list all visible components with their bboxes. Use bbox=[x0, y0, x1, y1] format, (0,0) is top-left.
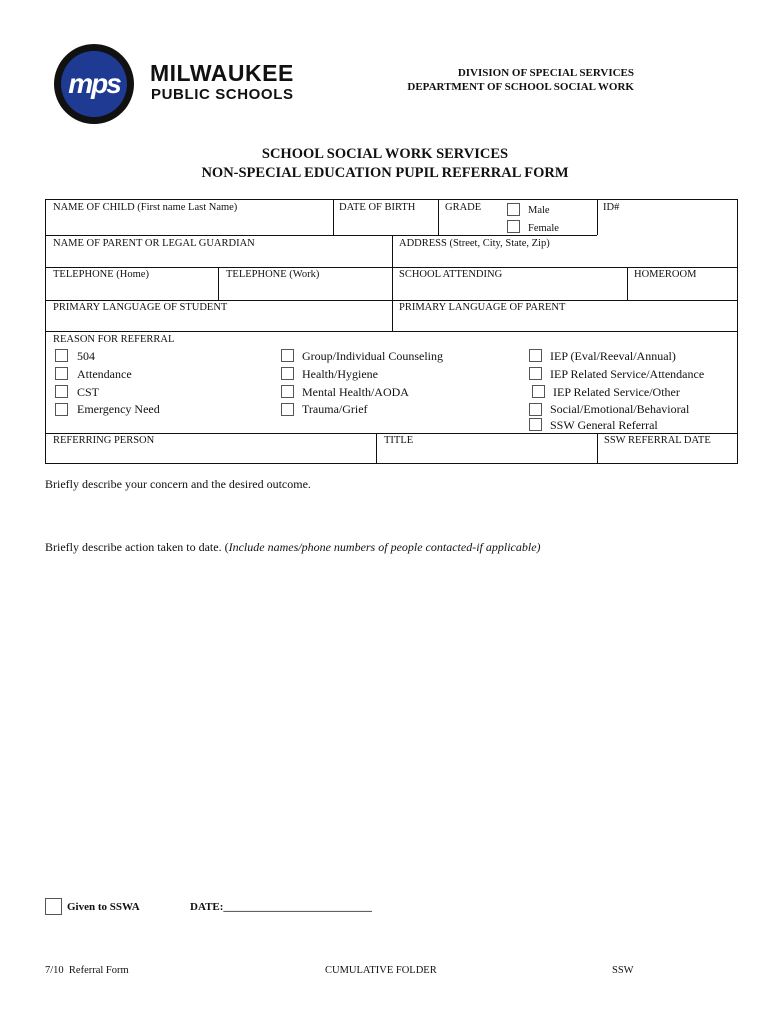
col-divider bbox=[333, 200, 334, 235]
reason-mental-health-label: Mental Health/AODA bbox=[302, 385, 409, 399]
footer-ssw: SSW bbox=[612, 965, 634, 976]
reason-social-emotional-checkbox[interactable] bbox=[529, 403, 542, 416]
logo-line1: MILWAUKEE bbox=[150, 60, 294, 86]
reason-attendance-checkbox[interactable] bbox=[55, 367, 68, 380]
col-divider bbox=[392, 300, 393, 331]
division-heading bbox=[407, 66, 634, 94]
given-to-sswa-checkbox[interactable] bbox=[45, 898, 62, 915]
language-parent-label[interactable]: PRIMARY LANGUAGE OF PARENT bbox=[399, 302, 566, 313]
id-label[interactable]: ID# bbox=[603, 202, 620, 213]
reason-trauma-grief-checkbox[interactable] bbox=[281, 403, 294, 416]
referral-form-table bbox=[45, 199, 738, 464]
col-divider bbox=[392, 235, 393, 267]
action-prompt-text: Briefly describe action taken to date. ( bbox=[45, 540, 229, 554]
reason-iep-eval-checkbox[interactable] bbox=[529, 349, 542, 362]
row-divider bbox=[46, 331, 737, 332]
action-prompt bbox=[45, 540, 541, 555]
reason-iep-eval-label: IEP (Eval/Reeval/Annual) bbox=[550, 349, 676, 363]
language-student-label[interactable]: PRIMARY LANGUAGE OF STUDENT bbox=[53, 302, 228, 313]
date-of-birth-label[interactable]: DATE OF BIRTH bbox=[339, 202, 416, 213]
reason-ssw-general-checkbox[interactable] bbox=[529, 418, 542, 431]
reason-health-hygiene-label: Health/Hygiene bbox=[302, 367, 378, 381]
reason-social-emotional-label: Social/Emotional/Behavioral bbox=[550, 402, 690, 416]
reason-emergency-need-checkbox[interactable] bbox=[55, 403, 68, 416]
given-date-field[interactable]: DATE:___________________________ bbox=[190, 901, 372, 913]
reason-iep-other-label: IEP Related Service/Other bbox=[553, 385, 680, 399]
col-divider bbox=[438, 200, 439, 235]
action-prompt-italic: Include names/phone numbers of people contacted-if applicable) bbox=[228, 540, 541, 554]
reason-emergency-need-label: Emergency Need bbox=[77, 402, 160, 416]
col-divider bbox=[627, 267, 628, 300]
reason-mental-health-checkbox[interactable] bbox=[281, 385, 294, 398]
referring-person-label[interactable]: REFERRING PERSON bbox=[53, 435, 155, 446]
form-title-line2: NON-SPECIAL EDUCATION PUPIL REFERRAL FORM bbox=[201, 165, 569, 181]
reason-counseling-checkbox[interactable] bbox=[281, 349, 294, 362]
male-label: Male bbox=[528, 205, 550, 216]
reason-504-checkbox[interactable] bbox=[55, 349, 68, 362]
telephone-work-label[interactable]: TELEPHONE (Work) bbox=[226, 269, 320, 280]
homeroom-label[interactable]: HOMEROOM bbox=[634, 269, 697, 280]
reason-iep-attendance-checkbox[interactable] bbox=[529, 367, 542, 380]
concern-prompt: Briefly describe your concern and the desired outcome. bbox=[45, 477, 311, 491]
division-name: DIVISION OF SPECIAL SERVICES bbox=[457, 67, 634, 79]
reason-for-referral-label: REASON FOR REFERRAL bbox=[53, 334, 175, 345]
reason-health-hygiene-checkbox[interactable] bbox=[281, 367, 294, 380]
col-divider bbox=[218, 267, 219, 300]
form-title-line1: SCHOOL SOCIAL WORK SERVICES bbox=[261, 146, 509, 162]
department-name: DEPARTMENT OF SCHOOL SOCIAL WORK bbox=[407, 81, 634, 93]
reason-ssw-general-label: SSW General Referral bbox=[550, 418, 658, 432]
reason-504-label: 504 bbox=[77, 349, 95, 363]
reason-iep-other-checkbox[interactable] bbox=[532, 385, 545, 398]
reason-counseling-label: Group/Individual Counseling bbox=[302, 349, 443, 363]
given-to-sswa-label: Given to SSWA bbox=[67, 901, 140, 913]
grade-label[interactable]: GRADE bbox=[445, 202, 482, 213]
footer-form-version: 7/10 Referral Form bbox=[45, 965, 129, 976]
ssw-referral-date-label[interactable]: SSW REFERRAL DATE bbox=[604, 435, 711, 446]
logo-monogram: mps bbox=[61, 51, 127, 117]
col-divider bbox=[376, 433, 377, 464]
footer-cumulative-folder: CUMULATIVE FOLDER bbox=[325, 965, 437, 976]
reason-cst-label: CST bbox=[77, 385, 100, 399]
male-checkbox[interactable] bbox=[507, 203, 520, 216]
row-divider bbox=[46, 433, 737, 434]
reason-attendance-label: Attendance bbox=[77, 367, 132, 381]
reason-trauma-grief-label: Trauma/Grief bbox=[302, 402, 368, 416]
logo-emblem bbox=[54, 44, 134, 124]
col-divider bbox=[597, 200, 598, 235]
reason-iep-attendance-label: IEP Related Service/Attendance bbox=[550, 367, 705, 381]
reason-cst-checkbox[interactable] bbox=[55, 385, 68, 398]
logo-line2: PUBLIC SCHOOLS bbox=[151, 86, 294, 103]
parent-name-label[interactable]: NAME OF PARENT OR LEGAL GUARDIAN bbox=[53, 238, 255, 249]
female-checkbox[interactable] bbox=[507, 220, 520, 233]
col-divider bbox=[597, 433, 598, 464]
mps-logo bbox=[54, 44, 294, 130]
row-divider bbox=[46, 235, 597, 236]
title-label[interactable]: TITLE bbox=[384, 435, 414, 446]
telephone-home-label[interactable]: TELEPHONE (Home) bbox=[53, 269, 149, 280]
name-of-child-label[interactable]: NAME OF CHILD (First name Last Name) bbox=[53, 202, 238, 213]
address-label[interactable]: ADDRESS (Street, City, State, Zip) bbox=[399, 238, 550, 249]
female-label: Female bbox=[528, 223, 559, 234]
school-attending-label[interactable]: SCHOOL ATTENDING bbox=[399, 269, 503, 280]
col-divider bbox=[392, 267, 393, 300]
